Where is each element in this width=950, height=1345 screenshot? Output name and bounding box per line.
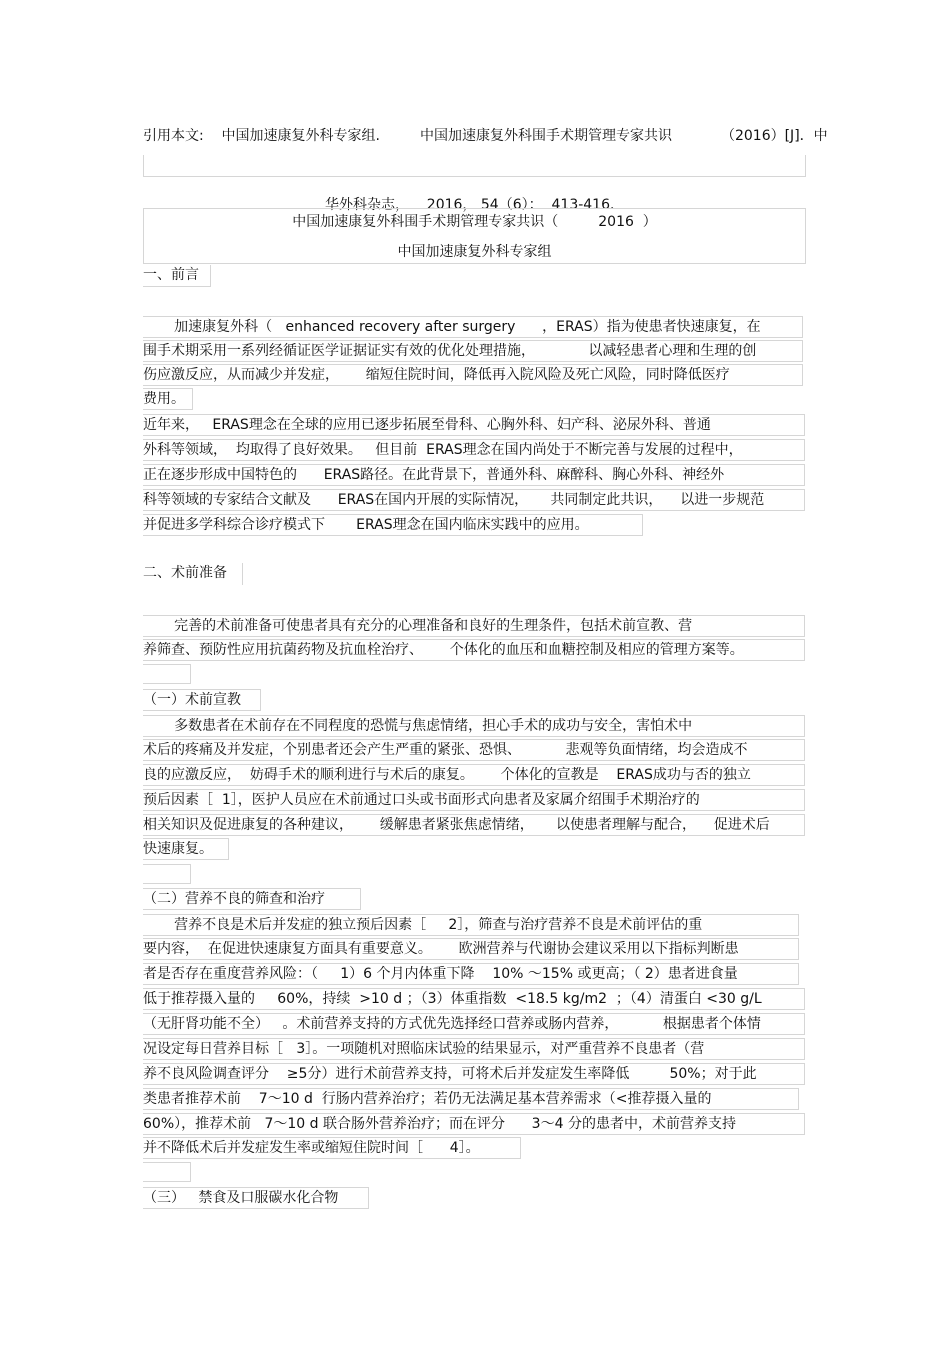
blank-line — [143, 864, 191, 884]
paragraph-line: 况设定每日营养目标［ 3］。一项随机对照临床试验的结果显示，对严重营养不良患者（营 — [143, 1038, 805, 1060]
paragraph-line: 相关知识及促进康复的各种建议， 缓解患者紧张焦虑情绪， 以使患者理解与配合， 促进术后 — [143, 814, 805, 836]
paragraph-line: 多数患者在术前存在不同程度的恐慌与焦虑情绪，担心手术的成功与安全，害怕术中 — [143, 715, 805, 737]
paragraph-line: 完善的术前准备可使患者具有充分的心理准备和良好的生理条件，包括术前宣教、营 — [143, 615, 805, 637]
section-heading: 二、术前准备 — [143, 563, 243, 585]
document-title: 中国加速康复外科围手术期管理专家共识（ 2016 ） — [292, 214, 657, 230]
subsection-heading: （一）术前宣教 — [143, 689, 261, 711]
paragraph-line: 预后因素［ 1］，医护人员应在术前通过口头或书面形式向患者及家属介绍围手术期治疗的 — [143, 789, 805, 811]
paragraph-line: 良的应激反应， 妨碍手术的顺利进行与术后的康复。 个体化的宣教是 ERAS成功与否的独立 — [143, 764, 805, 786]
paragraph-line: 近年来， ERAS理念在全球的应用已逐步拓展至骨科、心胸外科、妇产科、泌尿外科、普通 — [143, 414, 805, 436]
paragraph-line: 加速康复外科（ enhanced recovery after surgery ，ERAS）指为使患者快速康复，在 — [143, 316, 803, 338]
paragraph-line: 养筛查、预防性应用抗菌药物及抗血栓治疗、 个体化的血压和血糖控制及相应的管理方案等。 — [143, 639, 805, 661]
paragraph-line: 类患者推荐术前 7～10 d 行肠内营养治疗；若仍无法满足基本营养需求（<推荐摄入量的 — [143, 1088, 799, 1110]
blank-line — [143, 1162, 191, 1182]
paragraph-line: 围手术期采用一系列经循证医学证据证实有效的优化处理措施， 以减轻患者心理和生理的创 — [143, 340, 803, 362]
paragraph-line: 者是否存在重度营养风险：（ 1）6 个月内体重下降 10% ～15% 或更高；（ 2）患者进食量 — [143, 963, 799, 985]
citation-line-1: 引用本文: 中国加速康复外科专家组. 中国加速康复外科围手术期管理专家共识 （2016）[J]．中 — [143, 128, 828, 144]
paragraph-line: 养不良风险调查评分 ≥5分）进行术前营养支持，可将术后并发症发生率降低 50%；对于此 — [143, 1063, 805, 1085]
paragraph-line: 并不降低术后并发症发生率或缩短住院时间［ 4］。 — [143, 1137, 521, 1159]
blank-line — [143, 664, 191, 684]
paragraph-line: 要内容， 在促进快速康复方面具有重要意义。 欧洲营养与代谢协会建议采用以下指标判断患 — [143, 938, 799, 960]
paragraph-line: 外科等领域， 均取得了良好效果。 但目前 ERAS理念在国内尚处于不断完善与发展的过程中， — [143, 439, 805, 461]
paragraph-line: 费用。 — [143, 388, 193, 410]
title-block — [143, 208, 806, 264]
subsection-heading: （二）营养不良的筛查和治疗 — [143, 888, 361, 910]
paragraph-line: 快速康复。 — [143, 838, 229, 860]
paragraph-line: 正在逐步形成中国特色的 ERAS路径。在此背景下，普通外科、麻醉科、胸心外科、神经外 — [143, 464, 805, 486]
paragraph-line: 术后的疼痛及并发症，个别患者还会产生严重的紧张、恐惧、 悲观等负面情绪，均会造成不 — [143, 739, 805, 761]
paragraph-line: 伤应激反应，从而减少并发症， 缩短住院时间，降低再入院风险及死亡风险，同时降低医疗 — [143, 364, 803, 386]
citation-line-2 — [143, 155, 806, 213]
paragraph-line: 60%），推荐术前 7～10 d 联合肠外营养治疗；而在评分 3～4 分的患者中，术前营养支持 — [143, 1113, 805, 1135]
paragraph-line: 并促进多学科综合诊疗模式下 ERAS理念在国内临床实践中的应用。 — [143, 514, 643, 536]
citation-line-2-text: 华外科杂志， 2016， 54（6）： 413-416． — [325, 197, 624, 213]
document-author: 中国加速康复外科专家组 — [397, 244, 552, 260]
paragraph-line: 营养不良是术后并发症的独立预后因素［ 2］，筛查与治疗营养不良是术前评估的重 — [143, 914, 799, 936]
paragraph-line: 科等领域的专家结合文献及 ERAS在国内开展的实际情况， 共同制定此共识， 以进一步规范 — [143, 489, 805, 511]
section-heading: 一、前言 — [143, 265, 211, 287]
paragraph-line: （无肝肾功能不全） 。术前营养支持的方式优先选择经口营养或肠内营养， 根据患者个体情 — [143, 1013, 805, 1035]
paragraph-line: 低于推荐摄入量的 60%，持续 >10 d ；（3）体重指数 <18.5 kg/m2 ；（4）清蛋白 <30 g/L — [143, 988, 805, 1010]
subsection-heading: （三） 禁食及口服碳水化合物 — [143, 1187, 369, 1209]
